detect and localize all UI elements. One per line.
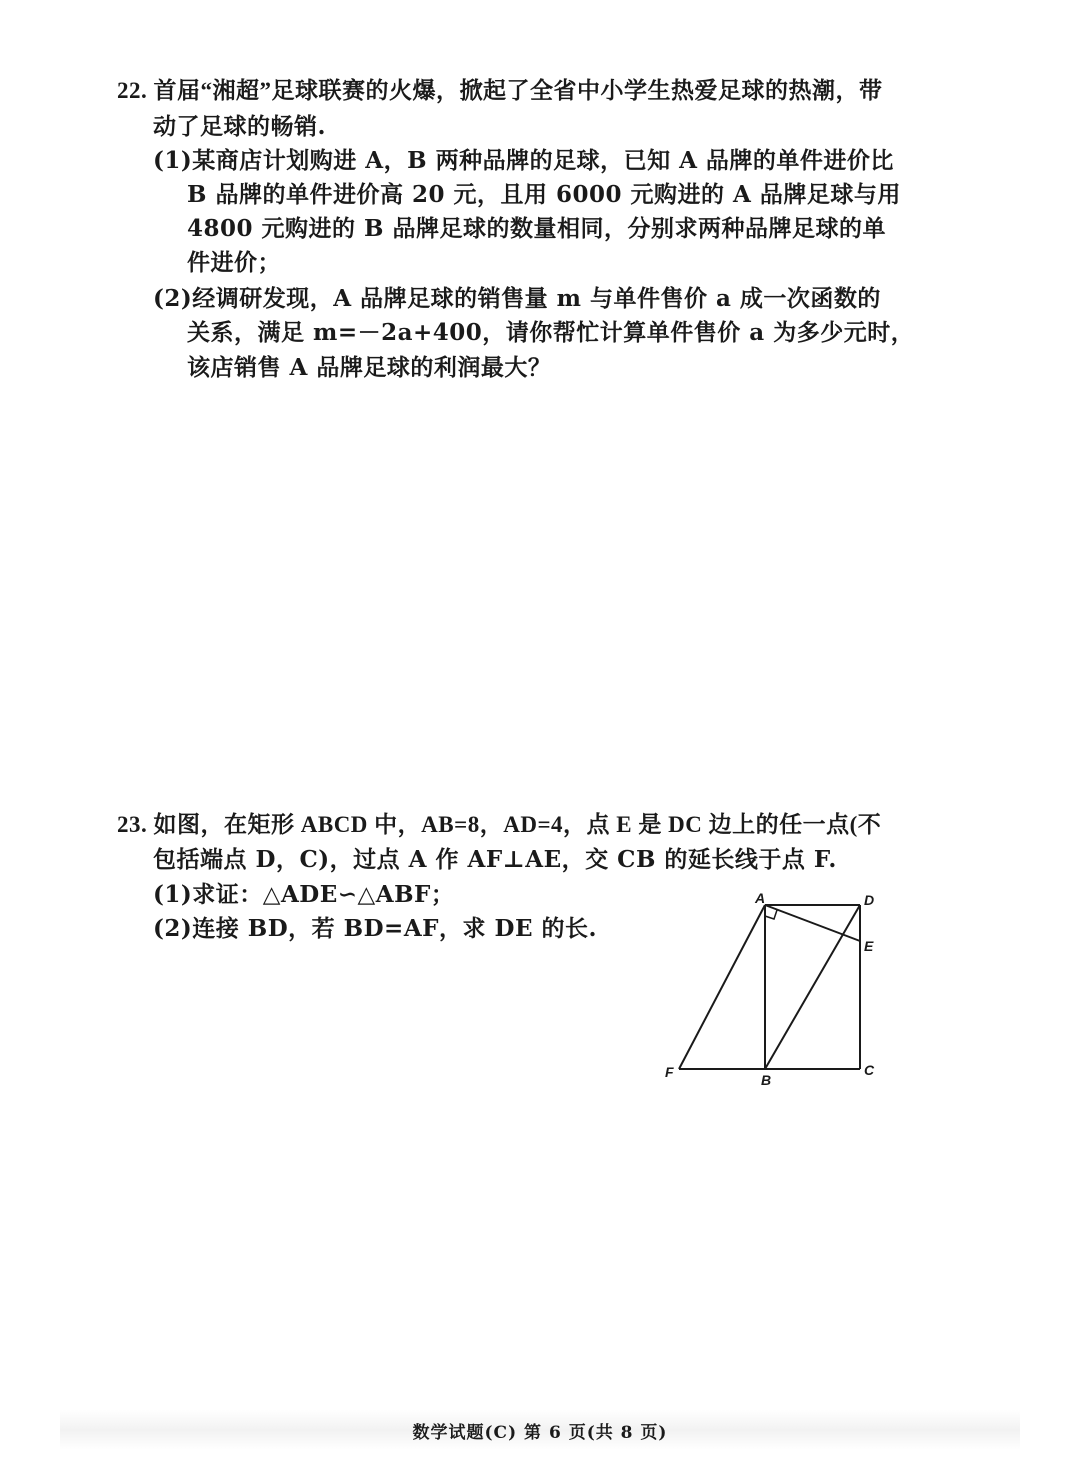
q22-part1-line-2: B 品牌的单件进价高 20 元，且用 6000 元购进的 A 品牌足球与用 xyxy=(187,181,901,208)
segment-AE xyxy=(765,905,860,941)
q22-part1-line-3: 4800 元购进的 B 品牌足球的数量相同，分别求两种品牌足球的单 xyxy=(187,215,886,242)
label-B: B xyxy=(761,1072,772,1088)
q23-geometry-figure xyxy=(655,885,885,1090)
segment-AF xyxy=(679,905,765,1069)
q22-part2-line-2: 关系，满足 m=－2a+400，请你帮忙计算单件售价 a 为多少元时， xyxy=(187,319,915,346)
segment-BD xyxy=(765,905,860,1069)
q22-part2-line-3: 该店销售 A 品牌足球的利润最大？ xyxy=(187,354,552,381)
q22-line-2: 动了足球的畅销. xyxy=(153,113,327,140)
label-A: A xyxy=(755,890,766,906)
q23-part1: (1)求证：△ADE∽△ABF； xyxy=(153,881,455,908)
q22-line-1: 22. 首届“湘超”足球联赛的火爆，掀起了全省中小学生热爱足球的热潮，带 xyxy=(117,78,883,103)
q22-part2-line-1: (2)经调研发现，A 品牌足球的销售量 m 与单件售价 a 成一次函数的 xyxy=(153,285,881,312)
q23-line-2: 包括端点 D，C)，过点 A 作 AF⊥AE，交 CB 的延长线于点 F. xyxy=(153,846,837,873)
page-footer: 数学试题(C) 第 6 页(共 8 页) xyxy=(412,1423,668,1443)
q22-part1-line-1: (1)某商店计划购进 A，B 两种品牌的足球，已知 A 品牌的单件进价比 xyxy=(153,147,894,174)
label-C: C xyxy=(864,1062,875,1078)
q23-line-1: 23. 如图，在矩形 ABCD 中，AB=8，AD=4，点 E 是 DC 边上的任一点(不 xyxy=(117,812,882,837)
label-F: F xyxy=(665,1064,674,1080)
label-E: E xyxy=(864,938,874,954)
q22-part1-line-4: 件进价； xyxy=(187,249,281,276)
right-angle-mark xyxy=(765,910,777,919)
q23-part2: (2)连接 BD，若 BD=AF，求 DE 的长. xyxy=(153,915,597,942)
label-D: D xyxy=(864,892,875,908)
